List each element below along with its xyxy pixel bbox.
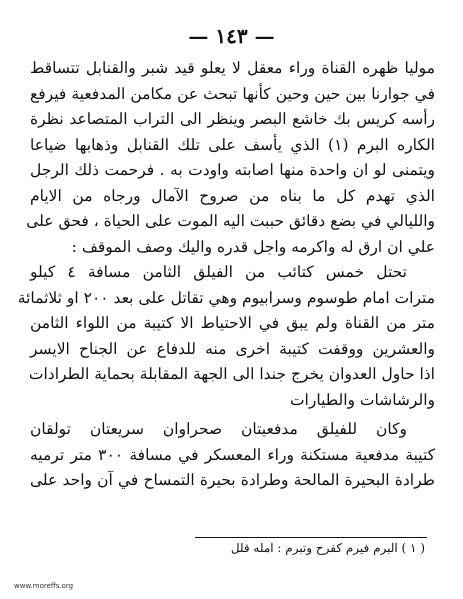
text-line: موليا ظهره القناة وراء معقل لا يعلو قيد شبر والقنابل تتساقط	[30, 59, 435, 77]
text-line: وكان للفيلق مدفعيتان صحراوان سريعتان تولقان	[30, 420, 407, 438]
text-line: رأسه كريس بك خاشع البصر وينظر الى التراب المتصاعد نظرة	[30, 110, 435, 128]
text-line: مترات امام طوسوم وسرابيوم وهي تقاتل على بعد ٢٠٠ او ثلاثمائة	[17, 288, 435, 307]
text-line: متر من القناة ولم يبق في الاحتياط الا كتيبة من اللواء الثامن	[30, 314, 435, 332]
text-line: ويتمنى لو ان واحدة منها اصابته واودت به . فرحمت ذلك الرجل	[30, 161, 435, 179]
text-line: والليالي في بضع دقائق حببت اليه الموت على الحياة ، فحق على	[26, 212, 435, 230]
text-line: اذا حاول العدوان يخرج جندا الى الجهة المقابلة بحماية الطرادات	[28, 365, 435, 383]
text-line: كتيبة مدفعية مستكنة وراء المعسكر في مسافة ٣٠٠ متر ترميه	[30, 445, 436, 464]
text-line: والعشرين ووقفت كتيبة اخرى منه للدفاع عن الجناح الايسر	[30, 339, 435, 358]
text-line: والرشاشات والطيارات	[289, 390, 435, 409]
text-line: الكاره البرم (١) الذي يأسف على تلك القنابل وذهابها ضياعا	[30, 135, 435, 154]
body-text	[17, 56, 436, 494]
text-line: في جوارنا بين حين وحين كأنها تبحث عن مكامن المدفعية فيرفع	[30, 84, 435, 103]
footnote-divider	[195, 537, 427, 538]
text-line: طرادة البحيرة المالحة وطرادة بحيرة التمساح في آن واحد على	[30, 471, 435, 489]
text-line: تحتل خمس كتائب من الفيلق الثامن مسافة ٤ كيلو	[30, 263, 407, 281]
text-line: علي ان ارق له واكرمه واجل قدره واليك وصف الموقف :	[71, 237, 435, 256]
text-line: الذي تهدم كل ما بناه من صروح الآمال ورجاه من الايام	[30, 186, 435, 205]
footnote: ( ١ ) البرم فيرم كفرح وتبرم : امله قلل	[230, 541, 425, 555]
watermark-url: www.moreffs.org	[14, 582, 74, 590]
page-number: — ١٤٣ —	[188, 24, 275, 48]
